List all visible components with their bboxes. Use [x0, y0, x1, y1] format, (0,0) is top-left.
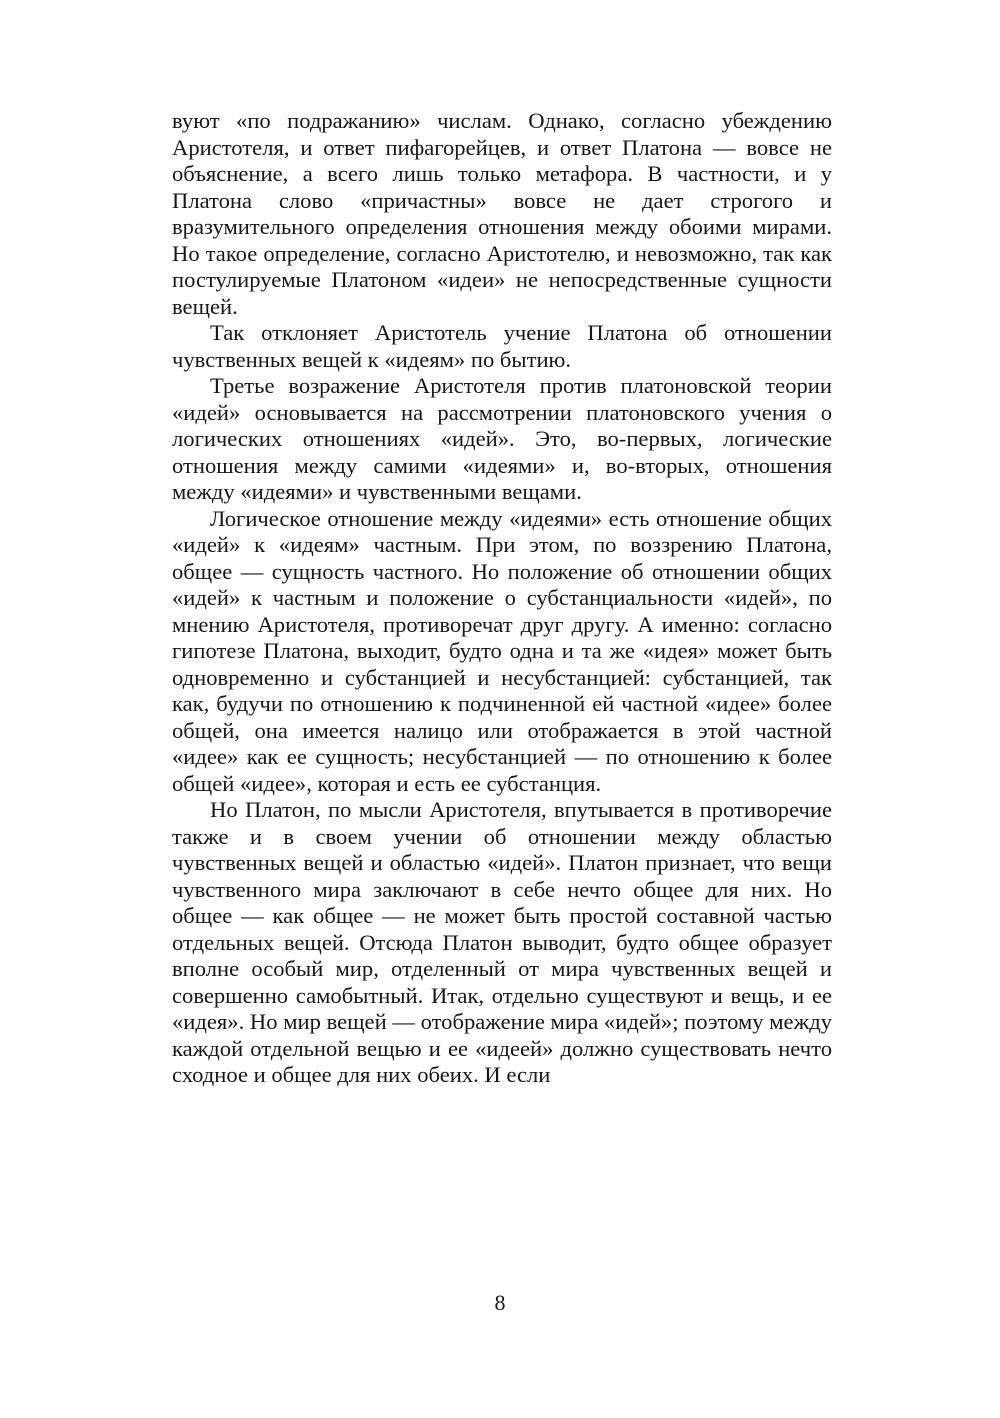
paragraph: Третье возражение Аристотеля против платоновской теории «идей» основывается на рассмотрении платоновского учения о логических отношениях «идей». Это, во-первых, логические отношения между самими «идеями» и, во-вторых, отношения между «идеями» и чувственными вещами.	[172, 373, 832, 504]
page-body	[172, 108, 832, 1089]
paragraph-continuation: вуют «по подражанию» числам. Однако, согласно убеждению Аристотеля, и ответ пифагорейцев, и ответ Платона — вовсе не объяснение, а всего лишь только метафора. В частности, и у Платона слово «причастны» вовсе не дает строгого и вразумительного определения отношения между обоими мирами. Но такое определение, согласно Аристотелю, и невозможно, так как постулируемые Платоном «идеи» не непосредственные сущности вещей.	[172, 108, 832, 319]
page-number: 8	[494, 1290, 506, 1315]
paragraph: Так отклоняет Аристотель учение Платона об отношении чувственных вещей к «идеям» по бытию.	[172, 320, 832, 372]
paragraph: Но Платон, по мысли Аристотеля, впутывается в противоречие также и в своем учении об отношении между областью чувственных вещей и областью «идей». Платон признает, что вещи чувственного мира заключают в себе нечто общее для них. Но общее — как общее — не может быть простой составной частью отдельных вещей. Отсюда Платон выводит, будто общее образует вполне особый мир, отделенный от мира чувственных вещей и совершенно самобытный. Итак, отдельно существуют и вещь, и ее «идея». Но мир вещей — отображение мира «идей»; поэтому между каждой отдельной вещью и ее «идеей» должно существовать нечто сходное и общее для них обеих. И если	[172, 797, 832, 1087]
paragraph: Логическое отношение между «идеями» есть отношение общих «идей» к «идеям» частным. При этом, по воззрению Платона, общее — сущность частного. Но положение об отношении общих «идей» к частным и положение о субстанциальности «идей», по мнению Аристотеля, противоречат друг другу. А именно: согласно гипотезе Платона, выходит, будто одна и та же «идея» может быть одновременно и субстанцией и несубстанцией: субстанцией, так как, будучи по отношению к подчиненной ей частной «идее» более общей, она имеется налицо или отображается в этой частной «идее» как ее сущность; несубстанцией — по отношению к более общей «идее», которая и есть ее субстанция.	[172, 505, 832, 796]
